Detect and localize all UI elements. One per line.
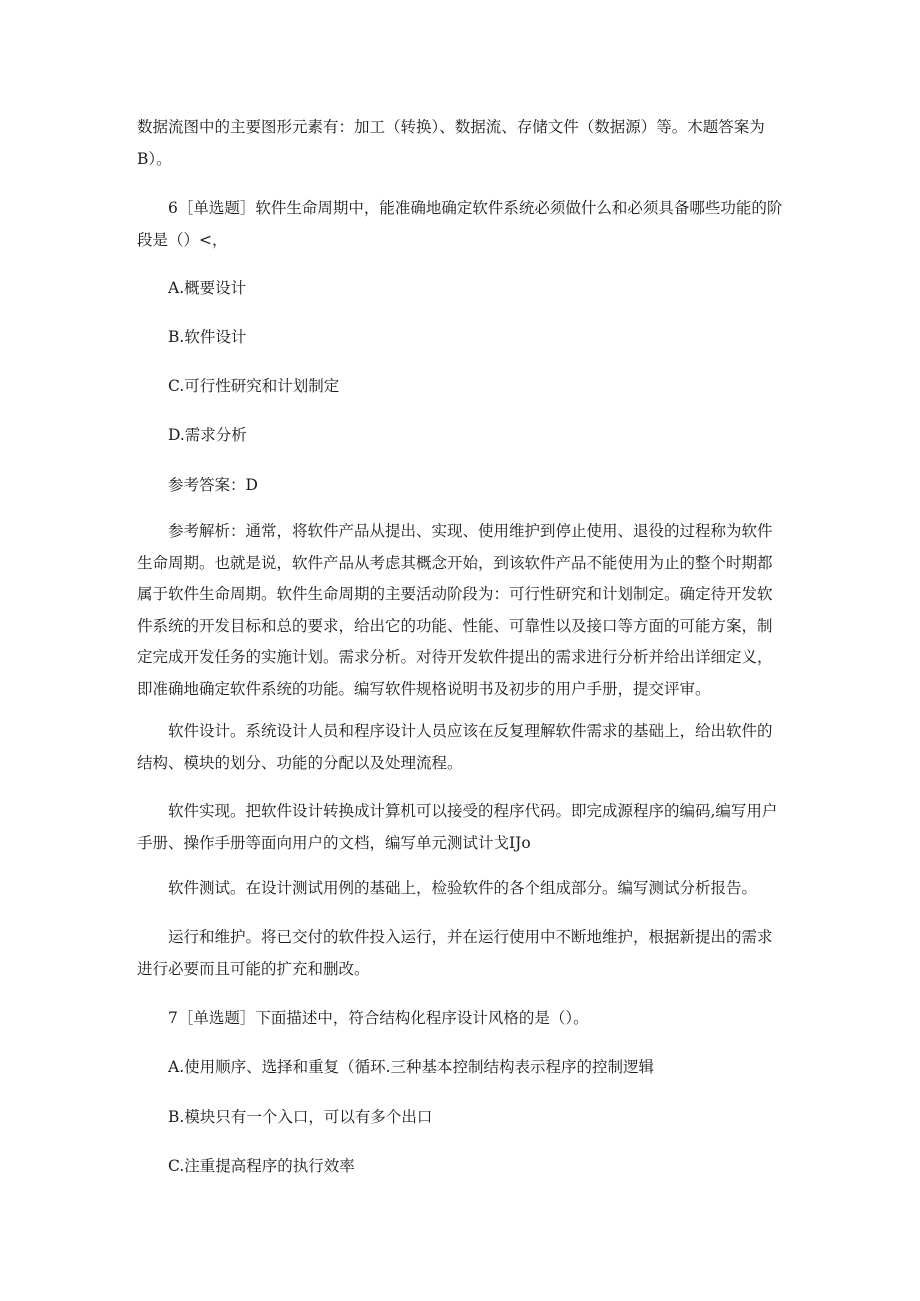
intro-paragraph: 数据流图中的主要图形元素有：加工（转换）、数据流、存储文件（数据源）等。木题答案为B）。 <box>137 118 765 168</box>
question-6-option-c: C.可行性研究和计划制定 <box>168 377 340 395</box>
question-7-option-a: A.使用顺序、选择和重复（循环.三种基本控制结构表示程序的控制逻辑 <box>168 1058 655 1076</box>
question-6-option-a: A.概要设计 <box>168 279 247 297</box>
question-7-option-b: B.模块只有一个入口，可以有多个出口 <box>168 1108 433 1126</box>
question-7-stem: 7［单选题］下面描述中，符合结构化程序设计风格的是（）。 <box>168 1009 589 1027</box>
question-6-analysis-paragraph: 运行和维护。将已交付的软件投入运行，并在运行使用中不断地维护，根据新提出的需求进行必要而且可能的扩充和删改。 <box>137 928 773 978</box>
question-6-stem: 6［单选题］软件生命周期中，能准确地确定软件系统必须做什么和必须具备哪些功能的阶段是（）<， <box>137 199 783 249</box>
question-6-analysis-paragraph: 软件测试。在设计测试用例的基础上，检验软件的各个组成部分。编写测试分析报告。 <box>168 879 758 897</box>
question-6-option-b: B.软件设计 <box>168 328 247 346</box>
question-6-analysis-paragraph: 软件设计。系统设计人员和程序设计人员应该在反复理解软件需求的基础上，给出软件的结构、模块的划分、功能的分配以及处理流程。 <box>137 722 773 772</box>
question-6-option-d: D.需求分析 <box>168 426 247 444</box>
question-6-analysis-paragraph: 参考解析：通常，将软件产品从提出、实现、使用维护到停止使用、退役的过程称为软件生命周期。也就是说，软件产品从考虑其概念开始，到该软件产品不能使用为止的整个时期都属于软件生命周期。软件生命周期的主要活动阶段为：可行性研究和计划制定。确定待开发软件系统的开发目标和总的要求，给出它的功能、性能、可靠性以及接口等方面的可能方案，制定完成开发任务的实施计划。需求分析。对待开发软件提出的需求进行分析并给出详细定义，即准确地确定软件系统的功能。编写软件规格说明书及初步的用户手册，提交评审。 <box>137 522 773 698</box>
question-6-analysis-paragraph: 软件实现。把软件设计转换成计算机可以接受的程序代码。即完成源程序的编码,编写用户手册、操作手册等面向用户的文档，编写单元测试计戈IJo <box>137 802 778 852</box>
question-6-answer: 参考答案：D <box>168 476 258 494</box>
question-7-option-c: C.注重提高程序的执行效率 <box>168 1157 355 1175</box>
